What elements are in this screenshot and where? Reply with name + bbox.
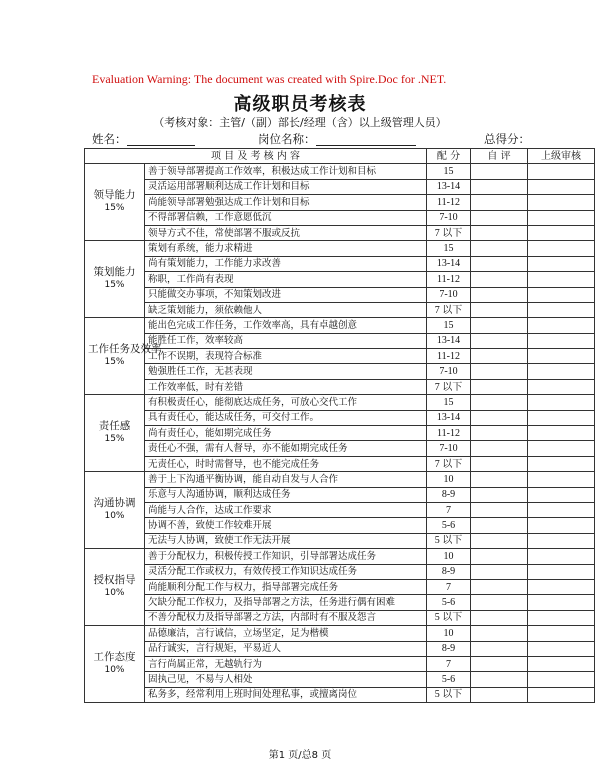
criterion-description: 固执己见，不易与人相处 (145, 672, 427, 687)
criterion-description: 称职，工作尚有表现 (145, 272, 427, 287)
criterion-score: 15 (427, 241, 471, 256)
criterion-description: 尚能领导部署勉强达成工作计划和目标 (145, 195, 427, 210)
criterion-score: 13-14 (427, 333, 471, 348)
self-eval-cell[interactable] (471, 225, 528, 240)
table-row (85, 302, 595, 317)
criterion-description: 无法与人协调，致使工作无法开展 (145, 533, 427, 548)
self-eval-cell[interactable] (471, 210, 528, 225)
criterion-score: 11-12 (427, 426, 471, 441)
criterion-score: 5 以下 (427, 533, 471, 548)
total-score-field (484, 131, 530, 147)
category-name: 领导能力 (93, 189, 136, 202)
self-eval-cell[interactable] (471, 410, 528, 425)
position-blank-line (316, 133, 416, 146)
table-body (85, 164, 595, 703)
category-cell (85, 395, 145, 472)
criterion-description: 不善分配权力及指导部署之方法，内部时有不服及怨言 (145, 610, 427, 625)
criterion-description: 尚能与人合作，达成工作要求 (145, 502, 427, 517)
criterion-score: 7 以下 (427, 456, 471, 471)
superior-review-cell[interactable] (528, 395, 595, 410)
self-eval-cell[interactable] (471, 641, 528, 656)
criterion-description: 具有责任心，能达成任务，可交付工作。 (145, 410, 427, 425)
header-superior-review: 上级审核 (528, 149, 595, 164)
category-cell (85, 241, 145, 318)
criterion-description: 工作效率低，时有差错 (145, 379, 427, 394)
category-name: 工作任务及效率 (88, 343, 162, 356)
criterion-score: 5-6 (427, 672, 471, 687)
table-row (85, 195, 595, 210)
criterion-description: 灵活分配工作或权力，有效传授工作知识达成任务 (145, 564, 427, 579)
self-eval-cell[interactable] (471, 272, 528, 287)
self-eval-cell[interactable] (471, 487, 528, 502)
self-eval-cell[interactable] (471, 656, 528, 671)
superior-review-cell[interactable] (528, 379, 595, 394)
superior-review-cell[interactable] (528, 595, 595, 610)
table-row (85, 349, 595, 364)
criterion-description: 尚有责任心，能如期完成任务 (145, 426, 427, 441)
table-row (85, 472, 595, 487)
superior-review-cell[interactable] (528, 549, 595, 564)
table-row (85, 287, 595, 302)
criterion-score: 7-10 (427, 287, 471, 302)
criterion-description: 灵活运用部署顺利达成工作计划和目标 (145, 179, 427, 194)
criterion-score: 8-9 (427, 641, 471, 656)
total-score-label: 总得分： (484, 132, 530, 146)
criterion-description: 善于分配权力，积极传授工作知识，引导部署达成任务 (145, 549, 427, 564)
criterion-description: 只能做交办事项，不知策划改进 (145, 287, 427, 302)
header-score: 配 分 (427, 149, 471, 164)
table-row (85, 395, 595, 410)
superior-review-cell[interactable] (528, 641, 595, 656)
category-name: 工作态度 (93, 651, 136, 664)
superior-review-cell[interactable] (528, 287, 595, 302)
self-eval-cell[interactable] (471, 610, 528, 625)
table-row (85, 410, 595, 425)
table-row (85, 364, 595, 379)
self-eval-cell[interactable] (471, 672, 528, 687)
criterion-score: 13-14 (427, 410, 471, 425)
superior-review-cell[interactable] (528, 410, 595, 425)
criterion-description: 责任心不强，需有人督导，亦不能如期完成任务 (145, 441, 427, 456)
evaluation-table (84, 148, 595, 703)
superior-review-cell[interactable] (528, 241, 595, 256)
self-eval-cell[interactable] (471, 241, 528, 256)
table-row (85, 656, 595, 671)
criterion-description: 缺乏策划能力，须依赖他人 (145, 302, 427, 317)
category-cell (85, 472, 145, 549)
table-row (85, 256, 595, 271)
superior-review-cell[interactable] (528, 533, 595, 548)
criterion-description: 乐意与人沟通协调，顺利达成任务 (145, 487, 427, 502)
category-cell (85, 549, 145, 626)
self-eval-cell[interactable] (471, 395, 528, 410)
table-row (85, 318, 595, 333)
superior-review-cell[interactable] (528, 626, 595, 641)
criterion-score: 15 (427, 164, 471, 179)
criterion-score: 7 以下 (427, 225, 471, 240)
criterion-score: 13-14 (427, 179, 471, 194)
criterion-score: 13-14 (427, 256, 471, 271)
criterion-description: 善于领导部署提高工作效率，积极达成工作计划和目标 (145, 164, 427, 179)
criterion-score: 8-9 (427, 487, 471, 502)
superior-review-cell[interactable] (528, 164, 595, 179)
criterion-description: 私务多，经常利用上班时间处理私事，或擅离岗位 (145, 687, 427, 702)
criterion-description: 言行尚属正常，无越轨行为 (145, 656, 427, 671)
category-cell (85, 626, 145, 703)
criterion-score: 7 (427, 502, 471, 517)
superior-review-cell[interactable] (528, 210, 595, 225)
criterion-score: 10 (427, 626, 471, 641)
document-subtitle: （考核对象：主管/（副）部长/经理（含）以上级管理人员） (153, 116, 447, 129)
criterion-description: 协调不善，致使工作较难开展 (145, 518, 427, 533)
superior-review-cell[interactable] (528, 302, 595, 317)
table-row (85, 533, 595, 548)
superior-review-cell[interactable] (528, 441, 595, 456)
criterion-score: 7-10 (427, 441, 471, 456)
table-row (85, 564, 595, 579)
category-weight: 15% (104, 203, 125, 214)
name-blank-line (127, 133, 195, 146)
self-eval-cell[interactable] (471, 518, 528, 533)
criterion-score: 7 (427, 656, 471, 671)
table-row (85, 179, 595, 194)
superior-review-cell[interactable] (528, 349, 595, 364)
superior-review-cell[interactable] (528, 333, 595, 348)
category-name: 策划能力 (93, 266, 136, 279)
category-weight: 10% (104, 665, 125, 676)
criterion-score: 15 (427, 395, 471, 410)
criterion-score: 8-9 (427, 564, 471, 579)
self-eval-cell[interactable] (471, 318, 528, 333)
superior-review-cell[interactable] (528, 272, 595, 287)
self-eval-cell[interactable] (471, 364, 528, 379)
name-label: 姓名： (92, 132, 127, 146)
superior-review-cell[interactable] (528, 456, 595, 471)
criterion-description: 勉强胜任工作，无甚表现 (145, 364, 427, 379)
criterion-score: 10 (427, 549, 471, 564)
criterion-description: 能胜任工作，效率较高 (145, 333, 427, 348)
criterion-score: 11-12 (427, 195, 471, 210)
criterion-score: 11-12 (427, 349, 471, 364)
superior-review-cell[interactable] (528, 687, 595, 702)
document-title: 高级职员考核表 (233, 94, 367, 115)
criterion-score: 10 (427, 472, 471, 487)
superior-review-cell[interactable] (528, 502, 595, 517)
criterion-description: 有积极责任心，能彻底达成任务，可放心交代工作 (145, 395, 427, 410)
criterion-score: 11-12 (427, 272, 471, 287)
criterion-score: 7-10 (427, 210, 471, 225)
table-row (85, 225, 595, 240)
category-weight: 15% (104, 280, 125, 291)
superior-review-cell[interactable] (528, 564, 595, 579)
category-weight: 10% (104, 511, 125, 522)
criterion-score: 5-6 (427, 595, 471, 610)
criterion-description: 品行诚实，言行规矩，平易近人 (145, 641, 427, 656)
self-eval-cell[interactable] (471, 595, 528, 610)
table-row (85, 426, 595, 441)
criterion-score: 5-6 (427, 518, 471, 533)
category-cell (85, 164, 145, 241)
self-eval-cell[interactable] (471, 256, 528, 271)
table-row (85, 379, 595, 394)
criterion-description: 工作不误期，表现符合标准 (145, 349, 427, 364)
table-row (85, 687, 595, 702)
self-eval-cell[interactable] (471, 195, 528, 210)
superior-review-cell[interactable] (528, 179, 595, 194)
table-row (85, 333, 595, 348)
self-eval-cell[interactable] (471, 333, 528, 348)
self-eval-cell[interactable] (471, 502, 528, 517)
table-row (85, 610, 595, 625)
table-row (85, 518, 595, 533)
header-self-eval: 自 评 (471, 149, 528, 164)
table-row (85, 641, 595, 656)
criterion-description: 无责任心，时时需督导，也不能完成任务 (145, 456, 427, 471)
self-eval-cell[interactable] (471, 564, 528, 579)
table-row (85, 456, 595, 471)
criterion-score: 15 (427, 318, 471, 333)
self-eval-cell[interactable] (471, 302, 528, 317)
criterion-description: 领导方式不佳，常使部署不服或反抗 (145, 225, 427, 240)
table-row (85, 487, 595, 502)
table-row (85, 241, 595, 256)
category-name: 沟通协调 (93, 497, 136, 510)
self-eval-cell[interactable] (471, 349, 528, 364)
self-eval-cell[interactable] (471, 456, 528, 471)
table-row (85, 272, 595, 287)
table-row (85, 672, 595, 687)
criterion-description: 能出色完成工作任务，工作效率高，具有卓越创意 (145, 318, 427, 333)
criterion-description: 尚能顺利分配工作与权力，指导部署完成任务 (145, 579, 427, 594)
superior-review-cell[interactable] (528, 364, 595, 379)
self-eval-cell[interactable] (471, 426, 528, 441)
criterion-score: 5 以下 (427, 610, 471, 625)
table-row (85, 549, 595, 564)
self-eval-cell[interactable] (471, 687, 528, 702)
self-eval-cell[interactable] (471, 287, 528, 302)
superior-review-cell[interactable] (528, 610, 595, 625)
criterion-score: 5 以下 (427, 687, 471, 702)
criterion-score: 7-10 (427, 364, 471, 379)
criterion-description: 品德廉洁，言行诚信，立场坚定，足为楷模 (145, 626, 427, 641)
superior-review-cell[interactable] (528, 672, 595, 687)
position-label: 岗位名称： (258, 132, 316, 146)
table-row (85, 164, 595, 179)
superior-review-cell[interactable] (528, 256, 595, 271)
superior-review-cell[interactable] (528, 426, 595, 441)
superior-review-cell[interactable] (528, 579, 595, 594)
table-row (85, 579, 595, 594)
superior-review-cell[interactable] (528, 318, 595, 333)
superior-review-cell[interactable] (528, 195, 595, 210)
table-row (85, 502, 595, 517)
self-eval-cell[interactable] (471, 164, 528, 179)
criterion-description: 善于上下沟通平衡协调，能自动自发与人合作 (145, 472, 427, 487)
table-row (85, 626, 595, 641)
self-eval-cell[interactable] (471, 533, 528, 548)
self-eval-cell[interactable] (471, 549, 528, 564)
category-cell (85, 318, 162, 395)
self-eval-cell[interactable] (471, 379, 528, 394)
superior-review-cell[interactable] (528, 518, 595, 533)
superior-review-cell[interactable] (528, 472, 595, 487)
self-eval-cell[interactable] (471, 472, 528, 487)
criterion-description: 策划有系统，能力求精进 (145, 241, 427, 256)
criterion-score: 7 以下 (427, 302, 471, 317)
criterion-description: 不得部署信赖，工作意愿低沉 (145, 210, 427, 225)
position-field (258, 131, 416, 147)
name-field (92, 131, 195, 147)
table-row (85, 595, 595, 610)
table-row (85, 210, 595, 225)
criterion-score: 7 (427, 579, 471, 594)
header-item: 项 目 及 考 核 内 容 (85, 149, 427, 164)
self-eval-cell[interactable] (471, 626, 528, 641)
self-eval-cell[interactable] (471, 441, 528, 456)
category-weight: 15% (104, 434, 125, 445)
category-weight: 15% (104, 357, 125, 368)
table-header-row (85, 149, 595, 164)
page-footer: 第1 页/总8 页 (268, 750, 332, 761)
self-eval-cell[interactable] (471, 179, 528, 194)
category-weight: 10% (104, 588, 125, 599)
superior-review-cell[interactable] (528, 225, 595, 240)
superior-review-cell[interactable] (528, 487, 595, 502)
evaluation-warning: Evaluation Warning: The document was created with Spire.Doc for .NET. (92, 72, 447, 86)
criterion-description: 尚有策划能力，工作能力求改善 (145, 256, 427, 271)
superior-review-cell[interactable] (528, 656, 595, 671)
category-name: 授权指导 (93, 574, 136, 587)
category-name: 责任感 (98, 420, 131, 433)
table-row (85, 441, 595, 456)
self-eval-cell[interactable] (471, 579, 528, 594)
criterion-description: 欠缺分配工作权力，及指导部署之方法，任务进行偶有困难 (145, 595, 427, 610)
criterion-score: 7 以下 (427, 379, 471, 394)
